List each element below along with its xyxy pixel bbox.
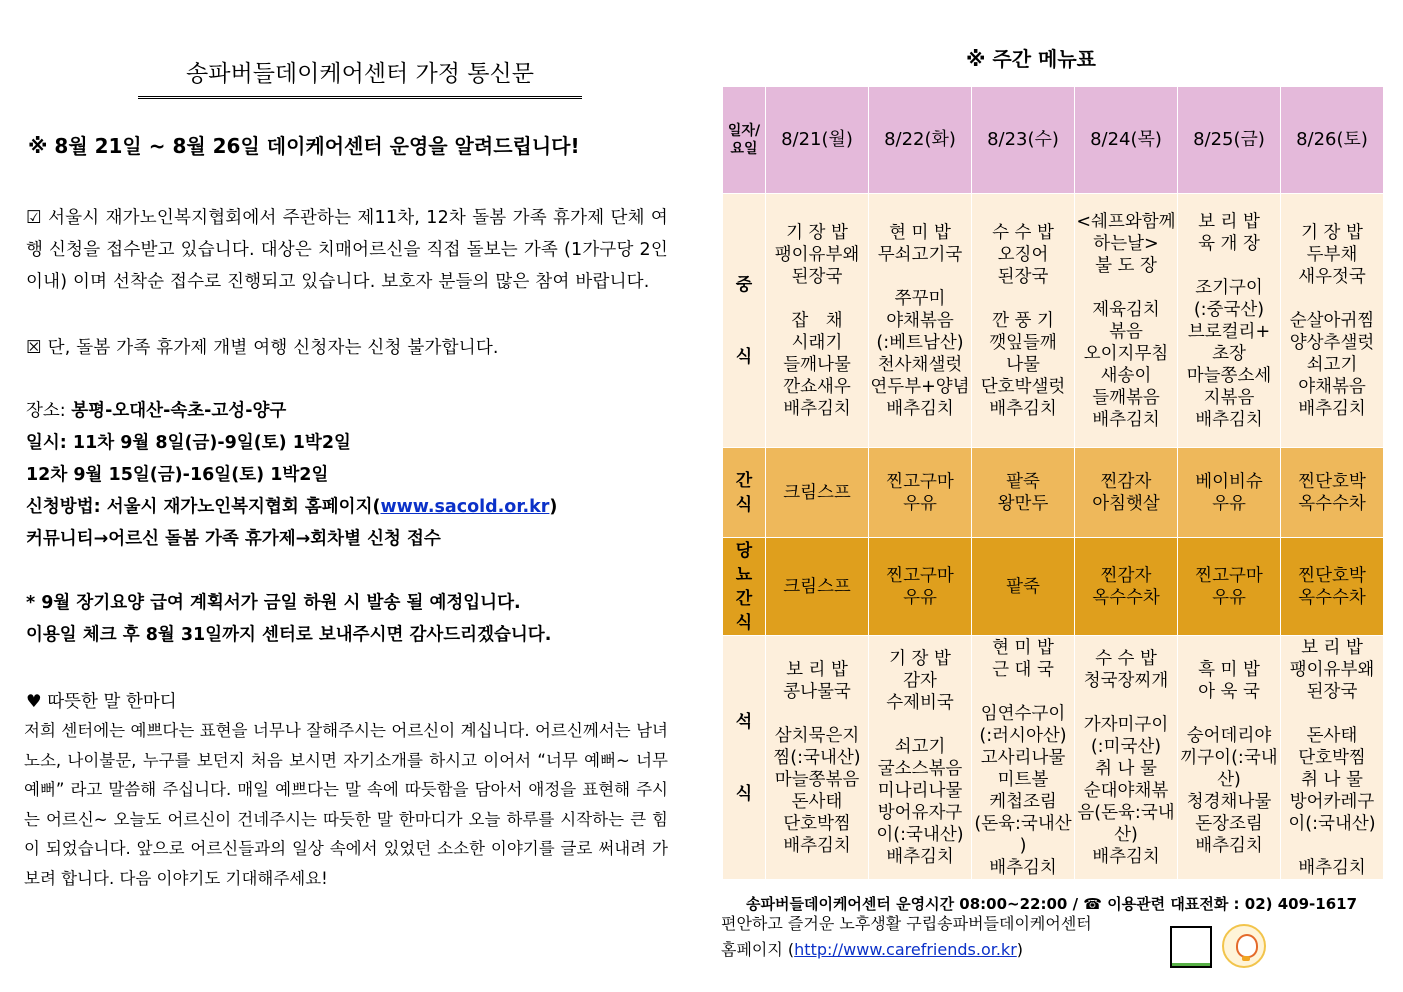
operating-hours: 송파버들데이케어센터 운영시간 08:00~22:00 / ☎ 이용관련 대표전화 : 02) 409-1617 — [746, 895, 1358, 913]
diabetic-snack-row — [723, 538, 1384, 636]
date-day-label: 일자/ 요일 — [723, 87, 766, 194]
menu-cell: 베이비슈 우유 — [1178, 448, 1281, 538]
day-header: 8/23(수) — [972, 87, 1075, 194]
newsletter-title: 송파버들데이케어센터 가정 통신문 — [138, 56, 582, 99]
menu-cell: 크림스프 — [766, 538, 869, 636]
menu-cell: 찐고구마 우유 — [1178, 538, 1281, 636]
menu-cell: 찐단호박 옥수수차 — [1281, 538, 1384, 636]
menu-cell: 보 리 밥 콩나물국 삼치묵은지 찜(:국내산) 마늘쫑볶음 돈사태 단호박찜 배추김치 — [766, 636, 869, 880]
qr-code-icon[interactable] — [1170, 926, 1212, 968]
menu-cell: 현 미 밥 무쇠고기국 쭈꾸미 야채볶음 (:베트남산) 천사채샐럿 연두부+양념 배추김치 — [869, 194, 972, 448]
menu-cell: 찐고구마 우유 — [869, 538, 972, 636]
place-line — [26, 395, 286, 427]
menu-cell: 수 수 밥 오징어 된장국 깐 풍 기 깻잎들깨 나물 단호박샐럿 배추김치 — [972, 194, 1075, 448]
menu-header-row — [723, 87, 1384, 194]
menu-title: ※ 주간 메뉴표 — [966, 47, 1096, 71]
day-header: 8/25(금) — [1178, 87, 1281, 194]
warm-words-title: ♥ 따뜻한 말 한마디 — [26, 692, 177, 712]
place-value: 봉평-오대산-속초-고성-양구 — [71, 401, 287, 421]
snack-label: 간 식 — [723, 448, 766, 538]
plan-notice-1: * 9월 장기요양 급여 계획서가 금일 하원 시 발송 될 예정입니다. — [26, 593, 521, 613]
place-label: 장소: — [26, 401, 72, 421]
headline: ※ 8월 21일 ~ 8월 26일 데이케어센터 운영을 알려드립니다! — [28, 134, 580, 158]
menu-cell: 찐단호박 옥수수차 — [1281, 448, 1384, 538]
menu-cell: 팥죽 왕만두 — [972, 448, 1075, 538]
homepage-close: ) — [1016, 940, 1024, 959]
menu-cell: 찐감자 아침햇살 — [1075, 448, 1178, 538]
menu-cell: 수 수 밥 청국장찌개 가자미구이 (:미국산) 취 나 물 순대야채볶 음(돈육:국내 산) 배추김치 — [1075, 636, 1178, 880]
menu-cell: 찐고구마 우유 — [869, 448, 972, 538]
diabetic-snack-label: 당 뇨 간 식 — [723, 538, 766, 636]
warm-words-text: 저희 센터에는 예쁘다는 표현을 너무나 잘해주시는 어르신이 계십니다. 어르신께서는 남녀노소, 나이불문, 누구를 보던지 처음 보시면 자기소개를 하시고 이어서 “너무 예뻐~ 너무 예뻐” 라고 말씀해 주십니다. 매일 예쁘다는 말 속에 따듯함을 담아서 애정을 표현해 주시는 어르신~ 오늘도 어르신이 건네주시는 따듯한 말 한마디가 오늘 하루를 시작하는 큰 힘이 되었습니다. 앞으로 어르신들과의 일상 속에서 있었던 소소한 이야기를 글로 써내려 가보려 합니다. 다음 이야기도 기대해주세요! — [24, 721, 668, 888]
menu-cell: 보 리 밥 육 개 장 조기구이 (:중국산) 브로컬리+ 초장 마늘쫑소세 지볶음 배추김치 — [1178, 194, 1281, 448]
dinner-row — [723, 636, 1384, 880]
snack-row — [723, 448, 1384, 538]
lunch-row — [723, 194, 1384, 448]
menu-cell: <쉐프와함께 하는날> 불 도 장 제육김치 볶음 오이지무침 새송이 들깨볶음 배추김치 — [1075, 194, 1178, 448]
menu-cell: 기 장 밥 두부채 새우젓국 순살아귀찜 양상추샐럿 쇠고기 야채볶음 배추김치 — [1281, 194, 1384, 448]
date-line-1: 일시: 11차 9월 8일(금)-9일(토) 1박2일 — [26, 433, 351, 453]
menu-cell: 크림스프 — [766, 448, 869, 538]
apply-label: 신청방법: 서울시 재가노인복지협회 홈페이지( — [26, 497, 381, 517]
plan-notice-2: 이용일 체크 후 8월 31일까지 센터로 보내주시면 감사드리겠습니다. — [26, 625, 552, 645]
slogan: 편안하고 즐거운 노후생활 구립송파버들데이케어센터 — [721, 914, 1092, 933]
dinner-label: 석 식 — [723, 636, 766, 880]
menu-cell: 현 미 밥 근 대 국 임연수구이 (:러시아산) 고사리나물 미트볼 케첩조림 (돈육:국내산 ) 배추김치 — [972, 636, 1075, 880]
weekly-menu-table — [722, 86, 1384, 880]
notice-paragraph: ☑ 서울시 재가노인복지협회에서 주관하는 제11차, 12차 돌봄 가족 휴가제 단체 여행 신청을 접수받고 있습니다. 대상은 치매어르신을 직접 돌보는 가족 (1가구당 2인 이내) 이며 선착순 접수로 진행되고 있습니다. 보호자 분들의 많은 참여 바랍니다. — [26, 208, 668, 292]
menu-cell: 흑 미 밥 아 욱 국 숭어데리야 끼구이(:국내 산) 청경채나물 돈장조림 배추김치 — [1178, 636, 1281, 880]
day-header: 8/26(토) — [1281, 87, 1384, 194]
apply-path: 커뮤니티→어르신 돌봄 가족 휴가제→회차별 신청 접수 — [26, 529, 441, 549]
day-header: 8/21(월) — [766, 87, 869, 194]
sacold-link[interactable]: www.sacold.or.kr — [380, 497, 550, 517]
lunch-label: 중 식 — [723, 194, 766, 448]
apply-close: ) — [549, 497, 558, 517]
menu-cell: 찐감자 옥수수차 — [1075, 538, 1178, 636]
apply-line — [26, 491, 557, 523]
notice-exception: ☒ 단, 돌봄 가족 휴가제 개별 여행 신청자는 신청 불가합니다. — [26, 338, 499, 358]
homepage-label: 홈페이지 ( — [721, 940, 795, 959]
menu-cell: 보 리 밥 팽이유부왜 된장국 돈사태 단호박찜 취 나 물 방어카레구 이(:국내산) 배추김치 — [1281, 636, 1384, 880]
homepage-link[interactable]: http://www.carefriends.or.kr — [794, 940, 1017, 959]
date-line-2: 12차 9월 15일(금)-16일(토) 1박2일 — [26, 465, 329, 485]
center-logo-icon — [1222, 924, 1266, 968]
menu-cell: 팥죽 — [972, 538, 1075, 636]
homepage-line — [721, 937, 1023, 960]
day-header: 8/24(목) — [1075, 87, 1178, 194]
day-header: 8/22(화) — [869, 87, 972, 194]
menu-cell: 기 장 밥 팽이유부왜 된장국 잡 채 시래기 들깨나물 깐쇼새우 배추김치 — [766, 194, 869, 448]
menu-cell: 기 장 밥 감자 수제비국 쇠고기 굴소스볶음 미나리나물 방어유자구 이(:국내산) 배추김치 — [869, 636, 972, 880]
